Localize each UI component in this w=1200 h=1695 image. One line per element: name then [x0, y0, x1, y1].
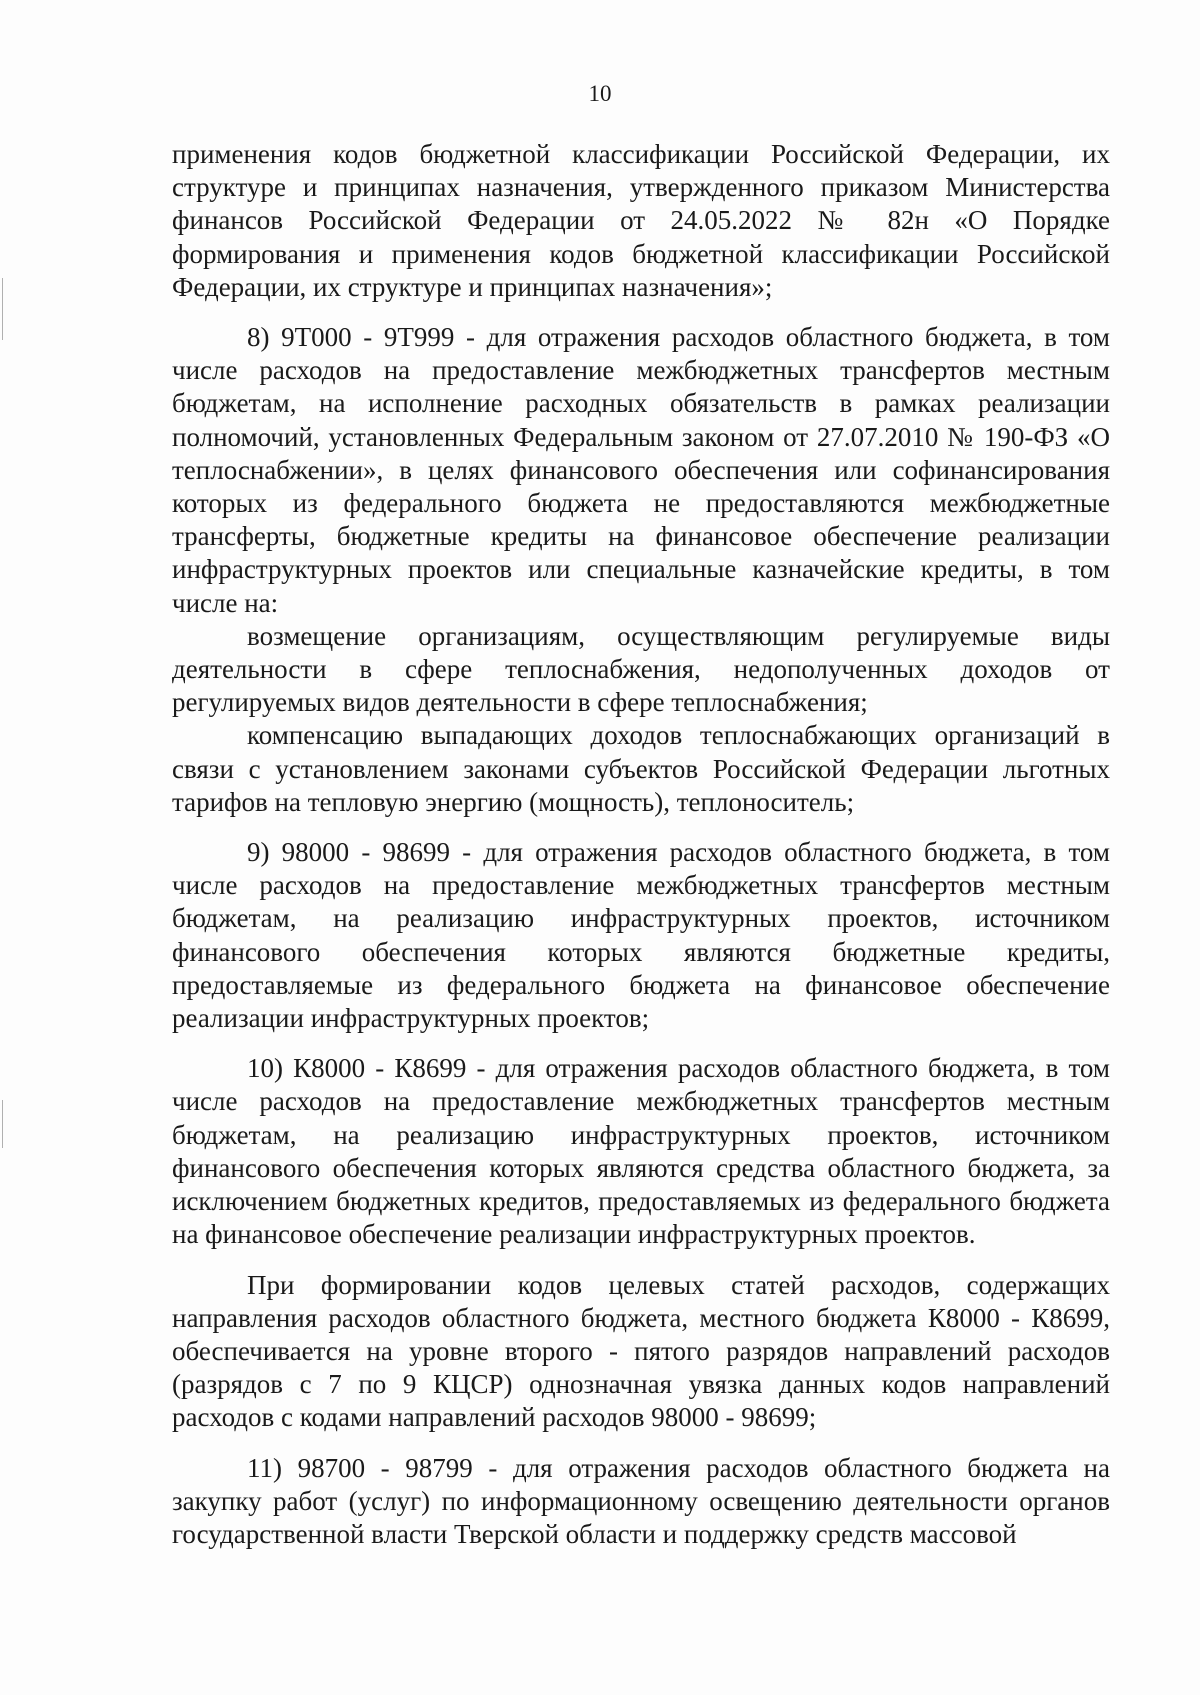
paragraph-note: При формировании кодов целевых статей расходов, содержащих направления расходов областного бюджета, местного бюджета К8000 - К8699, обеспечивается на уровне второго - пятого разрядов направлений расходов (разрядов с 7 по 9 КЦСР) однозначная увязка данных кодов направлений расходов с кодами направлений расходов 98000 - 98699; — [172, 1269, 1110, 1433]
paragraph-item-8-sub-1: возмещение организациям, осуществляющим регулируемые виды деятельности в сфере теплоснабжения, недополученных доходов от регулируемых видов деятельности в сфере теплоснабжения; — [172, 620, 1110, 718]
scan-edge-mark — [2, 278, 3, 340]
paragraph-item-11: 11) 98700 - 98799 - для отражения расходов областного бюджета на закупку работ (услуг) по информационному освещению деятельности органов государственной власти Тверской области и поддержку средств массовой — [172, 1452, 1110, 1549]
paragraph-continuation: применения кодов бюджетной классификации Российской Федерации, их структуре и принципах назначения, утвержденного приказом Министерства финансов Российской Федерации от 24.05.2022 № 82н «О Порядке формирования и применения кодов бюджетной классификации Российской Федерации, их структуре и принципах назначения»; — [172, 139, 1110, 302]
document-body — [172, 138, 1110, 1551]
paragraph-item-9: 9) 98000 - 98699 - для отражения расходов областного бюджета, в том числе расходов на предоставление межбюджетных трансфертов местным бюджетам, на реализацию инфраструктурных проектов, источником финансового обеспечения которых являются бюджетные кредиты, предоставляемые из федерального бюджета на финансовое обеспечение реализации инфраструктурных проектов; — [172, 837, 1110, 1034]
scan-edge-mark — [2, 1100, 3, 1148]
page-number: 10 — [588, 81, 612, 106]
paragraph-item-8: 8) 9Т000 - 9Т999 - для отражения расходов областного бюджета, в том числе расходов на предоставление межбюджетных трансфертов местным бюджетам, на исполнение расходных обязательств в рамках реализации полномочий, установленных Федеральным законом от 27.07.2010 № 190-ФЗ «О теплоснабжении», в целях финансового обеспечения или софинансирования которых из федерального бюджета не предоставляются межбюджетные трансферты, бюджетные кредиты на финансовое обеспечение реализации инфраструктурных проектов или специальные казначейские кредиты, в том числе на: — [172, 322, 1110, 618]
paragraph-item-10: 10) К8000 - К8699 - для отражения расходов областного бюджета, в том числе расходов на предоставление межбюджетных трансфертов местным бюджетам, на реализацию инфраструктурных проектов, источником финансового обеспечения которых являются средства областного бюджета, за исключением бюджетных кредитов, предоставляемых из федерального бюджета на финансовое обеспечение реализации инфраструктурных проектов. — [172, 1053, 1110, 1250]
paragraph-item-8-sub-2: компенсацию выпадающих доходов теплоснабжающих организаций в связи с установлением законами субъектов Российской Федерации льготных тарифов на тепловую энергию (мощность), теплоноситель; — [172, 720, 1110, 817]
